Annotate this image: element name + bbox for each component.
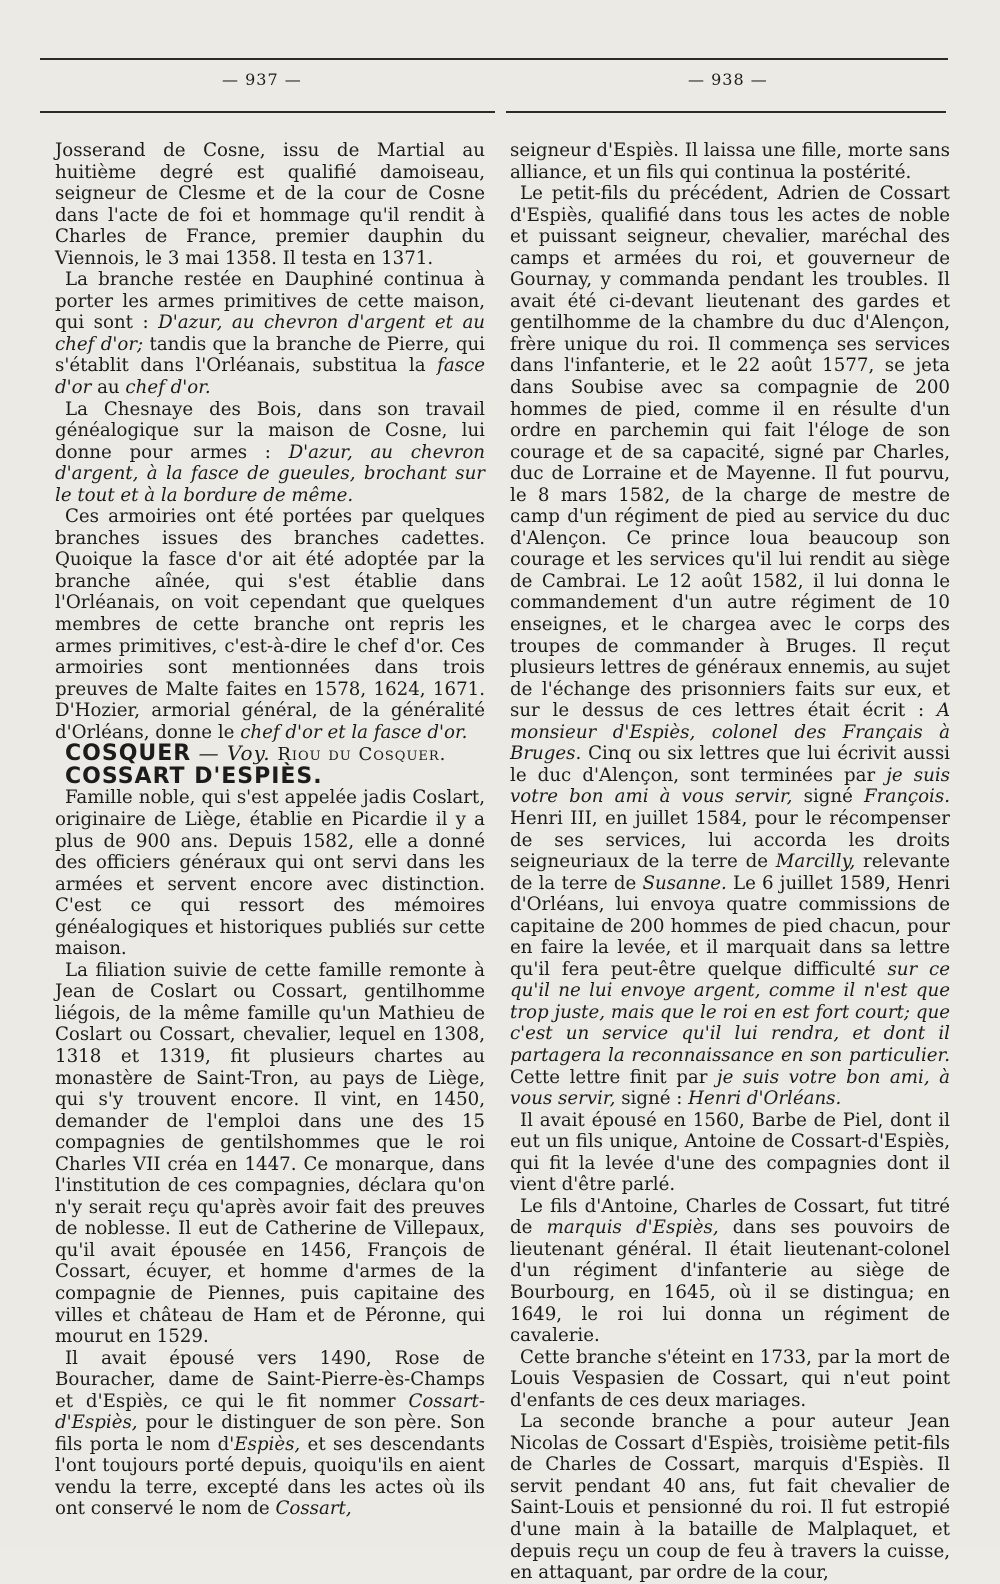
left-header-rule bbox=[40, 111, 495, 113]
paragraph: Cette branche s'éteint en 1733, par la mort de Louis Vespasien de Cossart, qui n'eut point d'enfants de ces deux mariages. bbox=[510, 1346, 950, 1411]
paragraph: La filiation suivie de cette famille remonte à Jean de Coslart ou Cossart, gentilhomme liégois, de la même famille qu'un Mathieu de Coslart ou Cossart, chevalier, lequel en 1308, 1318 et 1319, fit plusieurs chartes au monastère de Saint-Tron, au pays de Liège, qui s'y trouvent encore. Il vint, en 1450, demander de l'emploi dans une des 15 compagnies de gentilshommes que le roi Charles VII créa en 1447. Ce monarque, dans l'institution de ces compagnies, déclara qu'on n'y serait reçu qu'après avoir fait des preuves de noblesse. Il eut de Catherine de Villepaux, qu'il avait épousée en 1456, François de Cossart, écuyer, et homme d'armes de la compagnie de Piennes, puis capitaine des villes et château de Ham et de Péronne, qui mourut en 1529. bbox=[55, 959, 485, 1348]
paragraph: Le fils d'Antoine, Charles de Cossart, fut titré de marquis d'Espiès, dans ses pouvoirs de lieutenant général. Il était lieutenant-colonel d'un régiment d'infanterie au siège de Bourbourg, en 1645, où il se distingua; en 1649, le roi lui donna un régiment de cavalerie. bbox=[510, 1195, 951, 1347]
left-column bbox=[55, 140, 485, 1520]
page-number-left: — 937 — bbox=[222, 70, 302, 89]
paragraph: La seconde branche a pour auteur Jean Nicolas de Cossart d'Espiès, troisième petit-fils de Charles de Cossart, marquis d'Espiès. Il servit pendant 40 ans, fut fait chevalier de Saint-Louis et pensionné du roi. Il fut estropié d'une main à la bataille de Malplaquet, et depuis reçu un coup de feu à travers la cuisse, en attaquant, par ordre de la cour, bbox=[510, 1411, 950, 1584]
paragraph: La Chesnaye des Bois, dans son travail généalogique sur la maison de Cosne, lui donne pour armes : D'azur, au chevron d'argent, à la fasce de gueules, brochant sur le tout et à la bordure de même. bbox=[55, 398, 485, 506]
paragraph: Josserand de Cosne, issu de Martial au huitième degré est qualifié damoiseau, seigneur de Clesme et de la cour de Cosne dans l'acte de foi et hommage qu'il rendit à Charles de France, premier dauphin du Viennois, le 3 mai 1358. Il testa en 1371. bbox=[55, 140, 485, 269]
paragraph: seigneur d'Espiès. Il laissa une fille, morte sans alliance, et un fils qui continua la postérité. bbox=[510, 140, 950, 183]
paragraph: Ces armoiries ont été portées par quelques branches issues des branches cadettes. Quoique la fasce d'or ait été adoptée par la branche aînée, qui s'est établie dans l'Orléanais, on voit cependant que quelques membres de cette branche ont repris les armes primitives, c'est-à-dire le chef d'or. Ces armoiries sont mentionnées dans trois preuves de Malte faites en 1578, 1624, 1671. D'Hozier, armorial général, de la généralité d'Orléans, donne le chef d'or et la fasce d'or. bbox=[55, 506, 485, 743]
top-rule bbox=[40, 58, 948, 60]
right-column bbox=[510, 140, 950, 1584]
paragraph: Il avait épousé vers 1490, Rose de Bouracher, dame de Saint-Pierre-ès-Champs et d'Espiès, ce qui le fit nommer Cossart-d'Espiès, pour le distinguer de son père. Son fils porta le nom d'Espiès, et ses descendants l'ont toujours porté depuis, quoiqu'ils en aient vendu la terre, excepté dans les actes où ils ont conservé le nom de Cossart, bbox=[55, 1347, 485, 1520]
right-header-rule bbox=[506, 111, 946, 113]
paragraph: Il avait épousé en 1560, Barbe de Piel, dont il eut un fils unique, Antoine de Cossart-d'Espiès, qui fit la levée d'une des compagnies dont il vient d'être parlé. bbox=[510, 1109, 950, 1196]
entry-heading-cosquer: COSQUER — Voy. Riou du Cosquer. bbox=[65, 741, 447, 767]
paragraph: Le petit-fils du précédent, Adrien de Cossart d'Espiès, qualifié dans tous les actes de noble et puissant seigneur, chevalier, maréchal des camps et armées du roi, et gouverneur de Gournay, y commanda pendant les troubles. Il avait été ci-devant lieutenant des gardes et gentilhomme de la chambre du duc d'Alençon, frère unique du roi. Il commença ses services dans l'infanterie, et le 22 août 1577, se jeta dans Soubise avec sa compagnie de 200 hommes de pied, comme il en résulte d'un ordre en parchemin qui fait l'éloge de son courage et de sa capacité, signé par Charles, duc de Lorraine et de Mayenne. Il fut pourvu, le 8 mars 1582, de la charge de mestre de camp d'un régiment de pied au service du duc d'Alençon. Ce prince loua beaucoup son courage et les services qu'il lui rendit au siège de Cambrai. Le 12 août 1582, il lui donna le commandement d'un autre régiment de 10 enseignes, et le chargea avec le corps des troupes de commander à Bruges. Il reçut plusieurs lettres de généraux ennemis, au sujet de l'échange des prisonniers faits sur eux, et sur le dessus de ces lettres était écrit : A monsieur d'Espiès, colonel des Français à Bruges. Cinq ou six lettres que lui écrivit aussi le duc d'Alençon, sont terminées par je suis votre bon ami à vous servir, signé François. Henri III, en juillet 1584, pour le récompenser de ses services, lui accorda les droits seigneuriaux de la terre de Marcilly, relevante de la terre de Susanne. Le 6 juillet 1589, Henri d'Orléans, lui envoya quatre commissions de capitaine de 200 hommes de pied chacun, pour en faire la levée, et il marquait dans sa lettre qu'il fera peut-être quelque difficulté sur ce qu'il ne lui envoye argent, comme il n'est que trop juste, mais que le roi en est fort court; que c'est un service qu'il lui rendra, et dont il partagera la reconnaissance en son particulier. Cette lettre finit par je suis votre bon ami, à vous servir, signé : Henri d'Orléans. bbox=[510, 183, 950, 1110]
entry-heading-cossart: COSSART D'ESPIÈS. bbox=[65, 763, 323, 789]
page-number-right: — 938 — bbox=[688, 70, 768, 89]
paragraph: Famille noble, qui s'est appelée jadis Coslart, originaire de Liège, établie en Picardie il y a plus de 900 ans. Depuis 1582, elle a donné des officiers généraux qui ont servi dans les armées et servent encore avec distinction. C'est ce qui ressort des mémoires généalogiques et historiques publiés sur cette maison. bbox=[55, 787, 485, 960]
paragraph: La branche restée en Dauphiné continua à porter les armes primitives de cette maison, qui sont : D'azur, au chevron d'argent et au chef d'or; tandis que la branche de Pierre, qui s'établit dans l'Orléanais, substitua la fasce d'or au chef d'or. bbox=[55, 269, 486, 399]
